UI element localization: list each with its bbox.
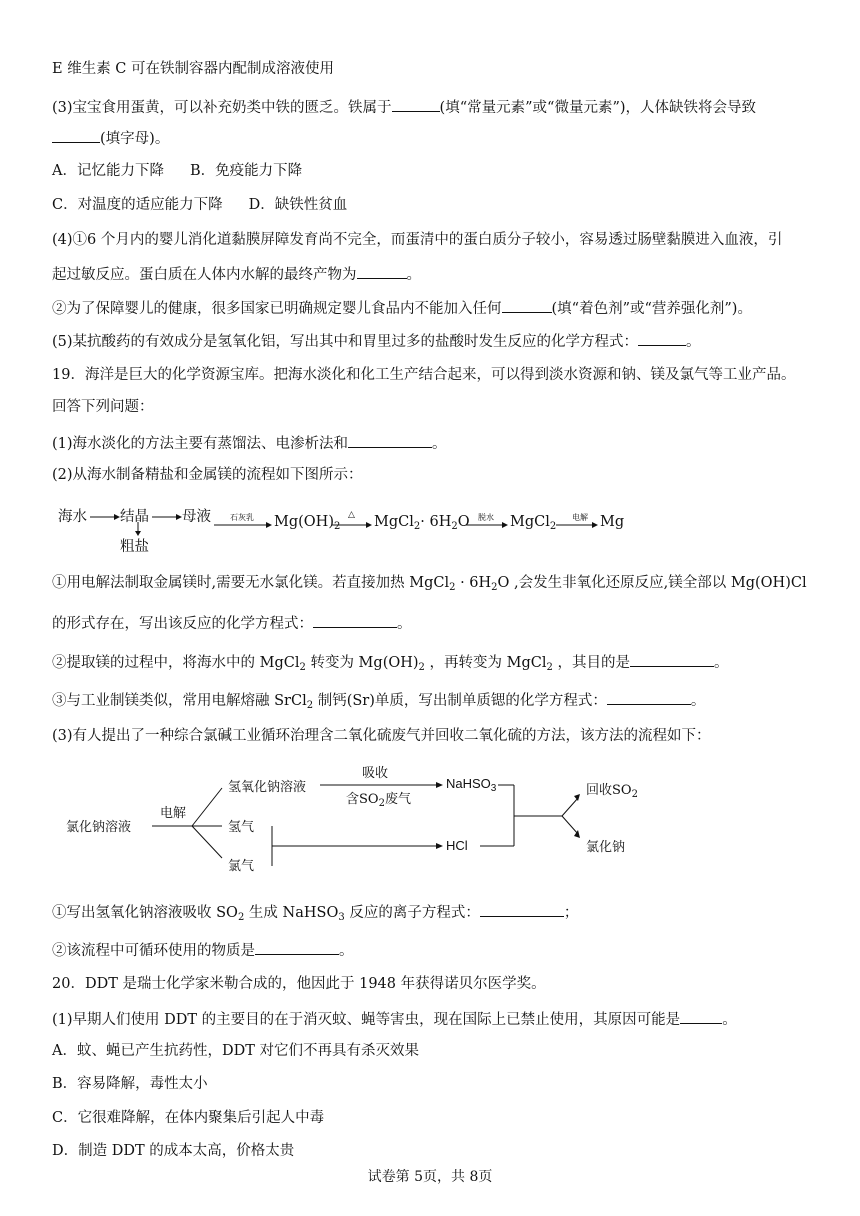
arrow-icon xyxy=(214,522,272,528)
text-line: (2)从海水制备精盐和金属镁的流程如下图所示： xyxy=(52,467,363,483)
answer-blank xyxy=(357,264,407,279)
text-line: E 维生素 C 可在铁制容器内配制成溶液使用 xyxy=(52,61,335,77)
condition-label: 石灰乳 xyxy=(230,513,254,522)
option-row: A．记忆能力下降 B．免疫能力下降 xyxy=(52,163,303,179)
answer-blank xyxy=(680,1009,722,1024)
chlor-alkali-flow-diagram xyxy=(52,758,692,888)
text-line: (4)①6 个月内的婴儿消化道黏膜屏障发育尚不完全，而蛋清中的蛋白质分子较小，容易透过肠壁黏膜进入血液，引 xyxy=(52,232,783,248)
flow-node-seawater: 海水 xyxy=(58,509,87,525)
text-line: ③与工业制镁类似，常用电解熔融 SrCl$_2$ 制钙(Sr)单质，写出制单质锶的化学方程式： 。 xyxy=(52,690,705,715)
flow-node-mg: Mg xyxy=(600,514,625,530)
text-line: ②该流程中可循环使用的物质是 。 xyxy=(52,940,354,960)
option-row: C．它很难降解，在体内聚集后引起人中毒 xyxy=(52,1110,325,1126)
flow-node-mother-liquor: 母液 xyxy=(182,509,211,525)
text-line: (填字母)。 xyxy=(52,128,169,148)
flow-node-mgcl2-hydrate: MgCl$_2$· $6H_2O$ xyxy=(374,514,470,532)
condition-label: △ xyxy=(348,510,355,520)
text-line: ②提取镁的过程中，将海水中的 MgCl$_2$ 转变为 $Mg(OH)_2$ ，再转变为 MgCl$_2$ ，其目的是 。 xyxy=(52,652,729,677)
flow-node-h2: 氢气 xyxy=(228,820,255,835)
answer-blank xyxy=(630,652,714,667)
flow-node-recover-so2: 回收$SO_2$ xyxy=(586,783,638,800)
option-row: B．容易降解，毒性太小 xyxy=(52,1076,208,1092)
arrow-icon xyxy=(466,522,508,528)
text-line: (3)宝宝食用蛋黄，可以补充奶类中铁的匮乏。铁属于 (填“常量元素”或“微量元素”)，人体缺铁将会导致 xyxy=(52,97,756,117)
condition-label: 含$SO_2$废气 xyxy=(346,792,411,809)
condition-label: 吸收 xyxy=(362,766,389,781)
text-line: ①用电解法制取金属镁时,需要无水氯化镁。若直接加热 MgCl$_2$ · $6H_2O$ ,会发生非氧化还原反应,镁全部以 Mg(OH)Cl xyxy=(52,575,807,593)
flow-node-crystal: 结晶 xyxy=(120,509,149,525)
flow-node-nacl: 氯化钠 xyxy=(586,840,626,855)
flow-node-naoh-solution: 氢氧化钠溶液 xyxy=(228,780,307,795)
text-line: 的形式存在，写出该反应的化学方程式： 。 xyxy=(52,613,412,633)
answer-blank xyxy=(52,128,100,143)
flow-node-mgcl2: MgCl$_2$ xyxy=(510,514,557,532)
arrow-down-icon xyxy=(134,522,142,536)
text-line: (3)有人提出了一种综合氯碱工业循环治理含二氧化硫废气并回收二氧化硫的方法，该方法的流程如下： xyxy=(52,728,711,744)
text-line: (1)海水淡化的方法主要有蒸馏法、电渗析法和 。 xyxy=(52,433,447,453)
flow-node-cl2: 氯气 xyxy=(228,859,255,874)
answer-blank xyxy=(607,690,691,705)
text-line: ②为了保障婴儿的健康，很多国家已明确规定婴儿食品内不能加入任何 (填“着色剂”或“营养强化剂”)。 xyxy=(52,298,752,318)
text-line: 起过敏反应。蛋白质在人体内水解的最终产物为 。 xyxy=(52,264,421,284)
answer-blank xyxy=(255,940,339,955)
option-row: C．对温度的适应能力下降 D．缺铁性贫血 xyxy=(52,197,348,213)
text-line: ①写出氢氧化钠溶液吸收 $SO_2$ 生成 NaHSO$_3$ 反应的离子方程式： ； xyxy=(52,902,578,927)
arrow-icon xyxy=(332,522,372,528)
text-line: 回答下列问题： xyxy=(52,399,154,415)
answer-blank xyxy=(480,902,564,917)
arrow-icon xyxy=(90,514,120,520)
condition-label: 脱水 xyxy=(478,513,494,522)
answer-blank xyxy=(638,331,686,346)
flow-node-mgoh2: $Mg(OH)_2$ xyxy=(274,514,341,532)
option-row: A．蚊、蝇已产生抗药性，DDT 对它们不再具有杀灭效果 xyxy=(52,1043,420,1059)
answer-blank xyxy=(392,97,440,112)
condition-label: 电解 xyxy=(160,806,187,821)
flow-node-crude-salt: 粗盐 xyxy=(120,539,149,555)
question-19: 19．海洋是巨大的化学资源宝库。把海水淡化和化工生产结合起来，可以得到淡水资源和钠、镁及氯气等工业产品。 xyxy=(52,367,796,383)
condition-label: 电解 xyxy=(572,513,588,522)
mg-flow-diagram xyxy=(52,498,652,554)
flow-node-nahso3: NaHSO$_3$ xyxy=(446,776,497,794)
answer-blank xyxy=(348,433,432,448)
answer-blank xyxy=(502,298,552,313)
answer-blank xyxy=(313,613,397,628)
flow-node-nacl-solution: 氯化钠溶液 xyxy=(66,820,132,835)
page-footer: 试卷第 5页，共 8页 xyxy=(367,1169,493,1185)
text-line: (5)某抗酸药的有效成分是氢氧化铝，写出其中和胃里过多的盐酸时发生反应的化学方程式： 。 xyxy=(52,331,701,351)
arrow-icon xyxy=(152,514,182,520)
option-row: D．制造 DDT 的成本太高，价格太贵 xyxy=(52,1143,295,1159)
text-line: (1)早期人们使用 DDT 的主要目的在于消灭蚊、蝇等害虫，现在国际上已禁止使用，其原因可能是 。 xyxy=(52,1009,737,1029)
question-20: 20．DDT 是瑞士化学家米勒合成的，他因此于 1948 年获得诺贝尔医学奖。 xyxy=(52,976,546,992)
arrow-icon xyxy=(556,522,598,528)
flow-node-hcl: HCl xyxy=(446,838,468,853)
